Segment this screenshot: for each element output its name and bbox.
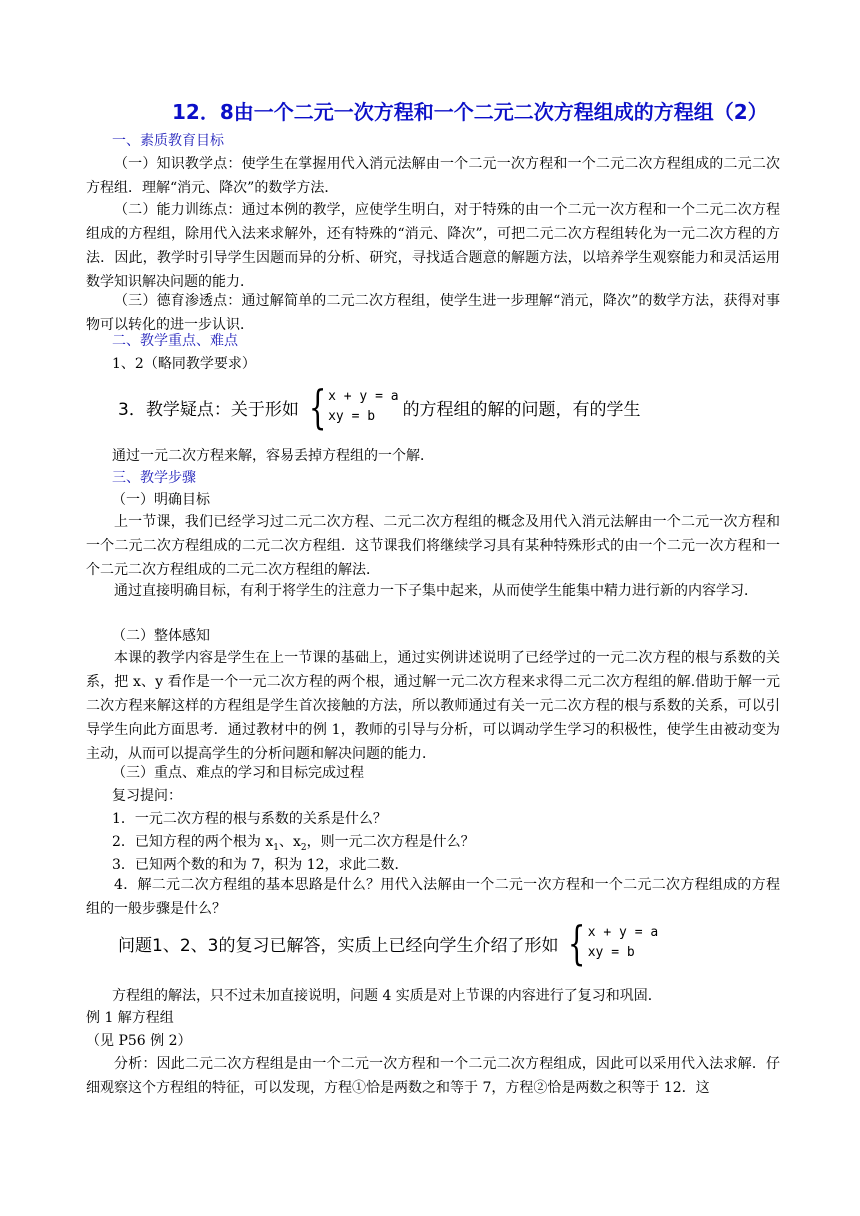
section-heading-2: 二、教学重点、难点 [112,333,238,349]
section-heading-1: 一、素质教育目标 [112,133,224,149]
paragraph-method-note: 方程组的解法，只不过未加直接说明，问题 4 实质是对上节课的内容进行了复习和巩固． [112,988,662,1004]
left-brace: { [308,380,327,434]
paragraph-ability-point: （二）能力训练点：通过本例的教学，应使学生明白，对于特殊的由一个二元一次方程和一个二元二次方程组成的方程组，除用代入法来求解外，还有特殊的“消元、降次”，可把二元二次方程组转化为一元二次方程的方法．因此，教学时引导学生因题而异的分析、研究，寻找适合题意的解题方法，以培养学生观察能力和灵活运用数学知识解决问题的能力． [86,202,780,290]
review-summary-line [118,916,662,970]
subheading-overview: （二）整体感知 [112,628,210,644]
equation-sum-2: x + y = a [587,925,659,940]
paragraph-points: 1、2（略同教学要求） [112,356,256,372]
review-question-1: 1．一元二次方程的根与系数的关系是什么？ [112,811,387,827]
review-question-3: 3．已知两个数的和为 7，积为 12，求此二数． [112,857,409,873]
equation-product: xy = b [328,409,376,424]
doubt-point-prefix: 3．教学疑点：关于形如 [118,399,299,420]
paragraph-analysis: 分析：因此二元二次方程组是由一个二元一次方程和一个二元二次方程组成，因此可以采用代入法求解．仔细观察这个方程组的特征，可以发现，方程①恰是两数之和等于 7，方程②恰是两数之积等于 12．这 [86,1056,780,1096]
subheading-goal: （一）明确目标 [112,492,210,508]
paragraph-goal: 上一节课，我们已经学习过二元二次方程、二元二次方程组的概念及用代入消元法解由一个二元一次方程和一个二元二次方程组成的二元二次方程组．这节课我们将继续学习具有某种特殊形式的由一个二元一次方程和一个二元二次方程组成的二元二次方程组的解法． [86,514,780,578]
paragraph-goal-2: 通过直接明确目标，有利于将学生的注意力一下子集中起来，从而使学生能集中精力进行新的内容学习． [114,583,758,599]
equation-system-2 [562,916,659,970]
paragraph-doubt-cont: 通过一元二次方程来解，容易丢掉方程组的一个解． [112,448,434,464]
doubt-point-suffix: 的方程组的解的问题，有的学生 [402,399,641,420]
equation-product-2: xy = b [587,945,635,960]
left-brace-2: { [568,916,586,970]
paragraph-knowledge-point: （一）知识教学点：使学生在掌握用代入消元法解由一个二元一次方程和一个二元二次方程组成的二元二次方程组．理解“消元、降次”的数学方法． [86,156,780,196]
example-1-heading: 例 1 解方程组 [86,1010,174,1026]
review-question-2: 2．已知方程的两个根为 $x_1$、$x_2$，则一元二次方程是什么？ [112,834,475,853]
example-1-reference: （见 P56 例 2） [86,1033,192,1049]
equation-sum: x + y = a [328,389,399,404]
paragraph-moral-point: （三）德育渗透点：通过解简单的二元二次方程组，使学生进一步理解“消元，降次”的数学方法，获得对事物可以转化的进一步认识． [86,293,780,333]
review-label: 复习提问： [112,788,182,804]
paragraph-overview: 本课的教学内容是学生在上一节课的基础上，通过实例讲述说明了已经学过的一元二次方程的根与系数的关系，把 x、y 看作是一个一元二次方程的两个根，通过解一元二次方程来求得二元二次方程组的解.借助于解一元二次方程来解这样的方程组是学生首次接触的方法，所以教师通过有关一元二次方程的根与系数的关系，可以引导学生向此方面思考．通过教材中的例 1，教师的引导与分析，可以调动学生学习的积极性，使学生由被动变为主动，从而可以提高学生的分析问题和解决问题的能力． [86,650,780,762]
equation-system [303,380,399,434]
review-question-4: 4．解二元二次方程组的基本思路是什么？用代入法解由一个二元一次方程和一个二元二次方程组成的方程组的一般步骤是什么？ [86,877,780,917]
document-title: 12．8由一个二元一次方程和一个二元二次方程组成的方程组（2） [172,100,768,124]
subheading-process: （三）重点、难点的学习和目标完成过程 [112,765,364,781]
section-heading-3: 三、教学步骤 [112,470,196,486]
doubt-point-line [118,380,641,434]
review-summary-prefix: 问题1、2、3的复习已解答，实质上已经向学生介绍了形如 [118,935,559,956]
